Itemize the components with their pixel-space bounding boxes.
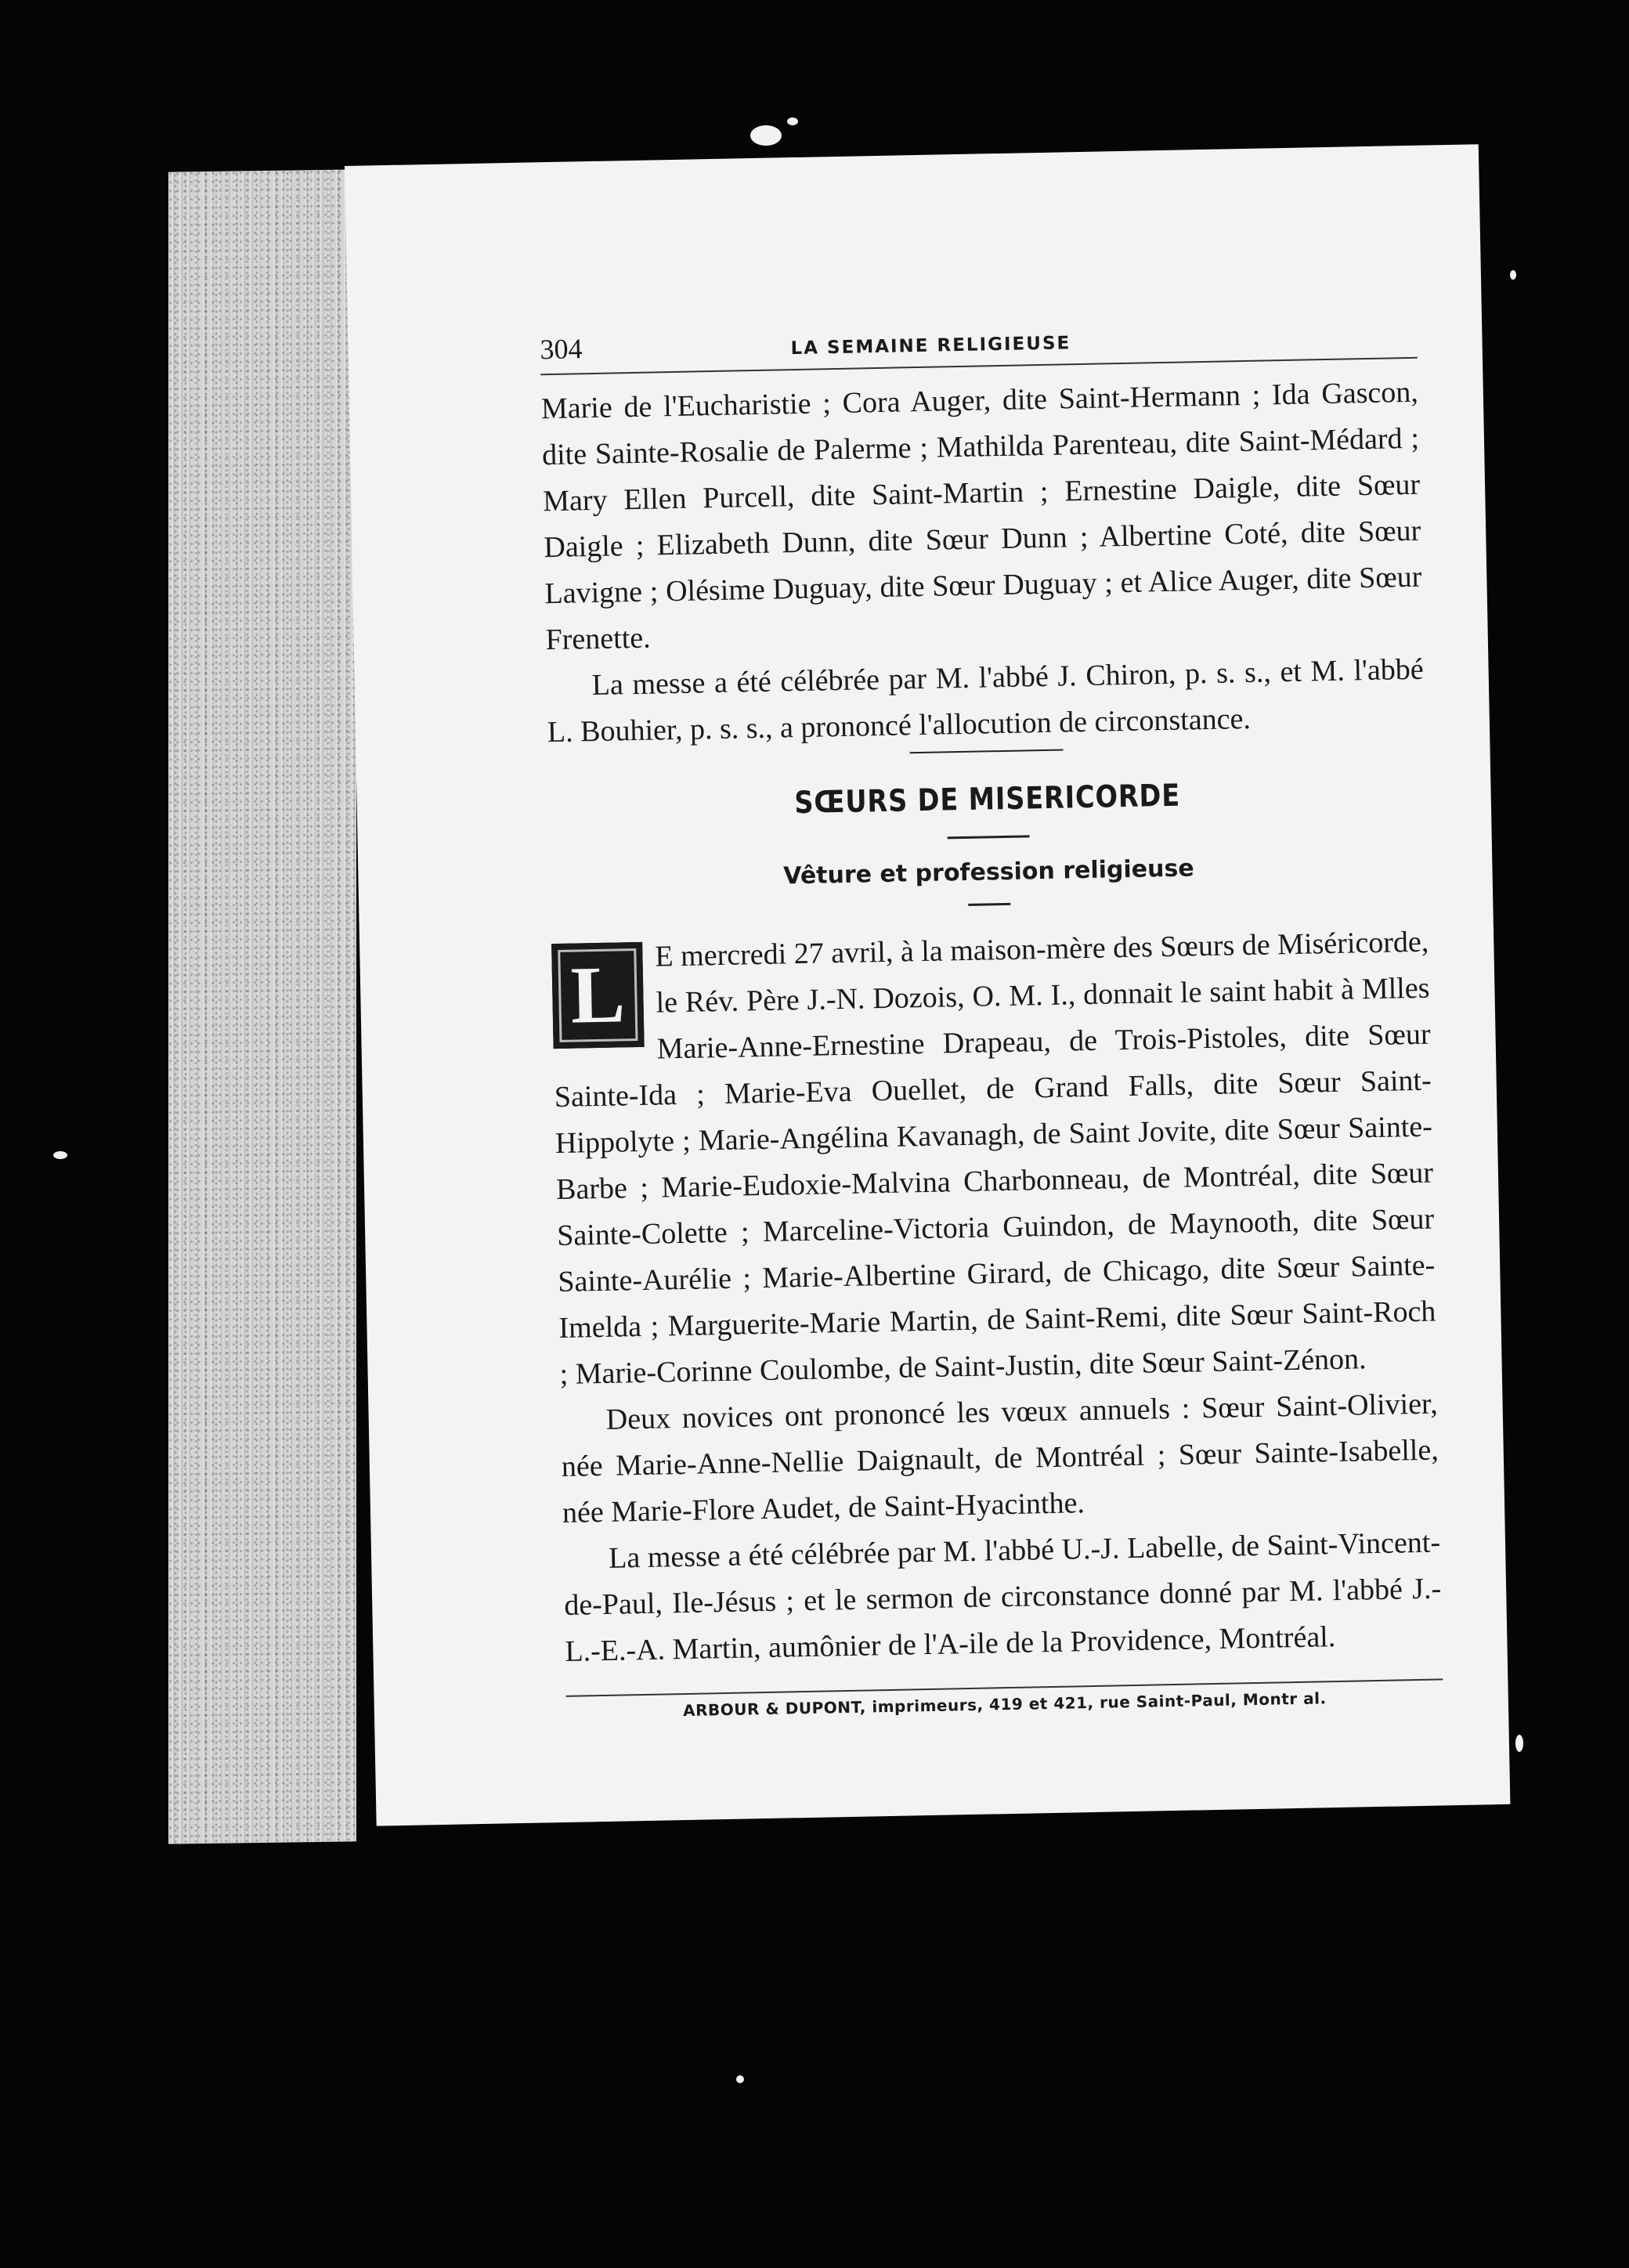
scan-speck [1515,1735,1523,1752]
running-title: LA SEMAINE RELIGIEUSE [790,333,1071,359]
section-title: SŒURS DE MISERICORDE [793,778,1181,822]
paragraph-novices: Deux novices ont prononcé les vœux annuels : Sœur Saint-Olivier, née Marie-Anne-Nellie Daignault, de Montréal ; Sœur Sainte-Isabelle, née Marie-Flore Audet, de Saint-Hyacinthe. [561,1387,1439,1529]
running-head [540,316,1418,372]
paragraph-sermon: La messe a été célébrée par M. l'abbé U.-J. Labelle, de Saint-Vincent-de-Paul, Ile-Jésus ; et le sermon de circonstance donné par M. l'abbé J.-L.-E.-A. Martin, aumônier de l'A-ile de la Providence, Montréal. [563,1526,1442,1668]
page-number: 304 [540,333,583,366]
scan-speck [1510,270,1516,280]
subsection-rule [968,903,1010,906]
subsection-title: Vêture et profession religieuse [782,854,1194,890]
scan-speck [53,1151,67,1159]
paragraph-veture [551,919,1437,1398]
book-page [345,144,1510,1826]
scan-speck [750,125,782,146]
paragraph-veture-text: E mercredi 27 avril, à la maison-mère des Sœurs de Miséricorde, le Rév. Père J.-N. Dozois, O. M. I., donnait le saint habit à Mlles Marie-Anne-Ernestine Drapeau, de Trois-Pistoles, dite Sœur Sainte-Ida ; Marie-Eva Ouellet, de Grand Falls, dite Sœur Saint-Hippolyte ; Marie-Angélina Kavanagh, de Saint Jovite, dite Sœur Sainte-Barbe ; Marie-Eudoxie-Malvina Charbonneau, de Montréal, dite Sœur Sainte-Colette ; Marceline-Victoria Guindon, de Maynooth, dite Sœur Sainte-Aurélie ; Marie-Albertine Girard, de Chicago, dite Sœur Sainte-Imelda ; Marguerite-Marie Martin, de Saint-Remi, dite Sœur Saint-Roch ; Marie-Corinne Coulombe, de Saint-Justin, dite Sœur Saint-Zénon. [554,925,1436,1392]
paragraph-mass-celebration: La messe a été célébrée par M. l'abbé J. Chiron, p. s. s., et M. l'abbé L. Bouhier, p. s. s., a prononcé l'allocution de circonstance. [547,652,1424,749]
printer-imprint: ARBOUR & DUPONT, imprimeurs, 419 et 421, rue Saint-Paul, Montr al. [682,1688,1327,1721]
ornamental-dropcap: L [551,942,645,1049]
book-page-edges [168,169,356,1844]
scan-speck [787,117,798,125]
paragraph-names-list: Marie de l'Eucharistie ; Cora Auger, dite Saint-Hermann ; Ida Gascon, dite Sainte-Rosalie de Palerme ; Mathilda Parenteau, dite Saint-Médard ; Mary Ellen Purcell, dite Saint-Martin ; Ernestine Daigle, dite Sœur Daigle ; Elizabeth Dunn, dite Sœur Dunn ; Albertine Coté, dite Sœur Lavigne ; Olésime Duguay, dite Sœur Duguay ; et Alice Auger, dite Sœur Frenette. [540,375,1422,657]
page-content [540,316,1443,1722]
title-rule [947,835,1029,839]
scan-speck [736,2075,744,2083]
